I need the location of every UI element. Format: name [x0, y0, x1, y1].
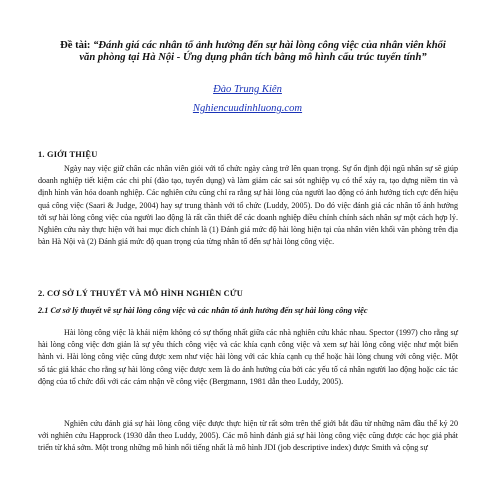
website-link[interactable]: Nghiencuudinhluong.com	[192, 103, 303, 114]
theory-heading: 2. CƠ SỞ LÝ THUYẾT VÀ MÔ HÌNH NGHIÊN CỨU	[38, 289, 243, 298]
theory-text-2: Nghiên cứu đánh giá sự hài lòng công việc được thực hiện từ rất sớm trên thế giới bắt đầu từ những năm đầu thế kỷ 20 với nghiên cứu Happrock (1930 dẫn theo Luddy, 2005). Các mô hình đánh giá sự hài lòng công việc cũng được các học giả phát triển từ khá sớm. Một trong những mô hình nổi tiếng nhất là mô hình JDI (job descriptive index) được Smith và cộng sự	[38, 419, 458, 453]
theory-subheading: 2.1 Cơ sở lý thuyết về sự hài lòng công việc và các nhân tố ảnh hưởng đến sự hài lòng công việc	[38, 306, 368, 315]
theory-text-1: Hài lòng công việc là khái niệm không có sự thống nhất giữa các nhà nghiên cứu khác nhau. Spector (1997) cho rằng sự hài lòng công việc đơn giản là sự yêu thích công việc và các khía cạnh công việc và xem sự hài lòng công việc như một biến hành vi. Hài lòng công việc cũng được xem như việc hài lòng với các khía cạnh cụ thể hoặc hài lòng chung với công việc. Một số tác giả khác cho rằng sự hài lòng công việc được xem là do ảnh hưởng của bởi các yếu tố cá nhân người lao động hoặc các tác động của tổ chức đối với các cảm nhận về công việc (Bergmann, 1981 dẫn theo Luddy, 2005).	[38, 328, 458, 386]
intro-paragraph	[38, 163, 458, 248]
author-name[interactable]: Đào Trung Kiên	[213, 84, 282, 95]
title-label: Đề tài:	[60, 40, 91, 51]
theory-paragraph-2	[38, 418, 458, 455]
intro-heading: 1. GIỚI THIỆU	[38, 150, 98, 159]
title-text: “Đánh giá các nhân tố ảnh hưởng đến sự hài lòng công việc của nhân viên khối văn phòng tại Hà Nội - Ứng dụng phân tích bằng mô hình cấu trúc tuyến tính”	[79, 40, 446, 63]
theory-paragraph-1	[38, 327, 458, 388]
document-title	[58, 40, 448, 64]
intro-text: Ngày nay việc giữ chân các nhân viên giỏi với tổ chức ngày càng trở lên quan trọng. Sự ổn định đội ngũ nhân sự sẽ giúp doanh nghiệp tiết kiệm các chi phí (đào tạo, tuyển dụng) và làm giảm các sai sót nghiệp vụ có thể xảy ra, tạo dựng niềm tin và định hình văn hóa doanh nghiệp. Các nghiên cứu cũng chỉ ra rằng sự hài lòng của người lao động có ảnh hưởng tích cực đến hiệu quả công việc (Saari & Judge, 2004) hay sự trung thành với tổ chức (Luddy, 2005). Do đó việc đánh giá các nhân tố ảnh hưởng tới sự hài lòng công việc của người lao động là rất cần thiết để các doanh nghiệp điều chỉnh chính sách nhân sự một cách hợp lý. Nghiên cứu này thực hiện với hai mục đích chính là (1) Đánh giá mức độ hài lòng hiện tại của nhân viên khối văn phòng trên địa bàn Hà Nội và (2) Đánh giá mức độ quan trọng của từng nhân tố đến sự hài lòng công việc.	[38, 164, 458, 247]
